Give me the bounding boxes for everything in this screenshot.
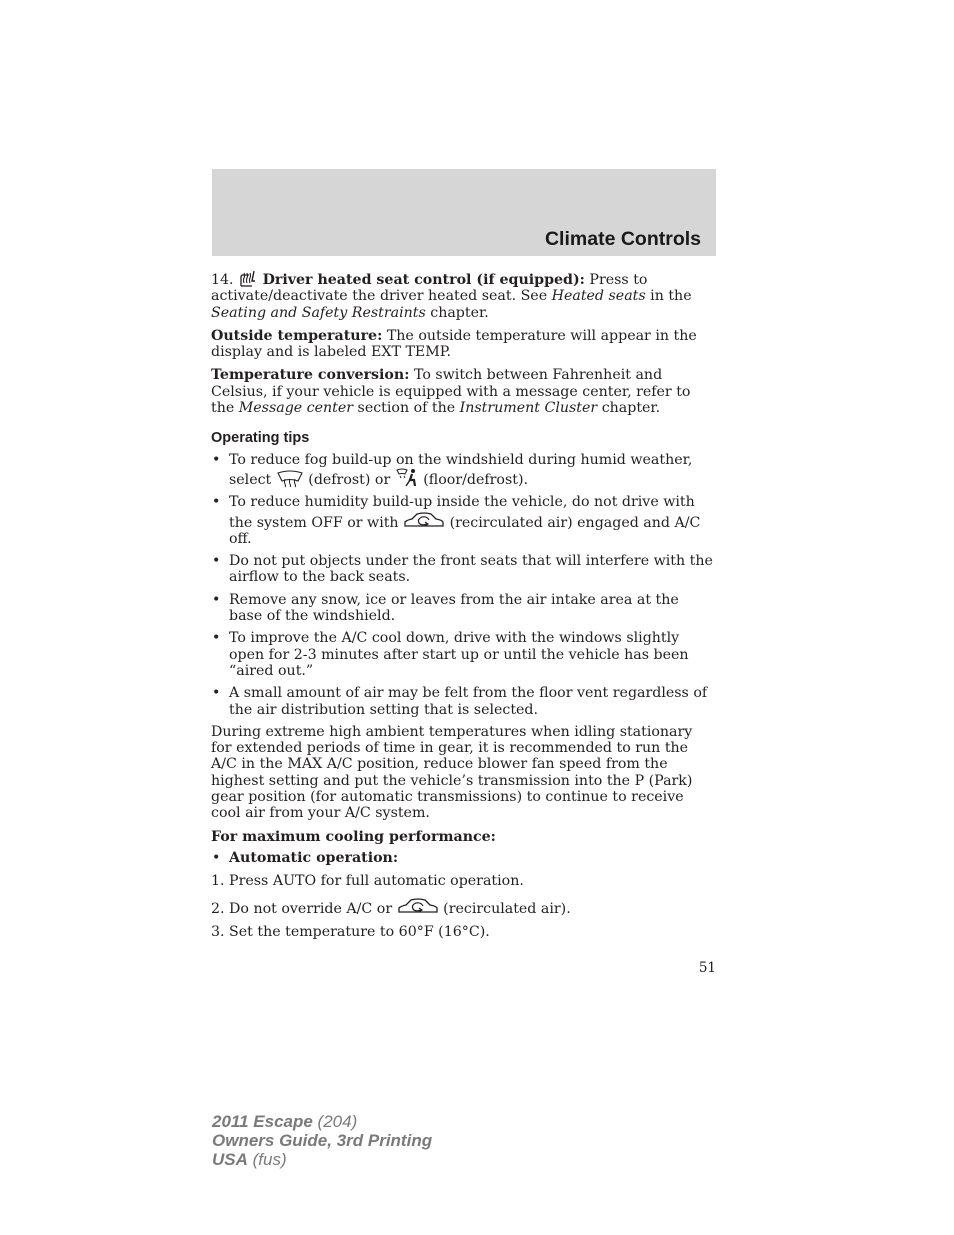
outside-temperature-paragraph: Outside temperature: The outside temperature will appear in the display and is labeled EXT TEMP.	[211, 327, 697, 361]
footer-line-2: Owners Guide, 3rd Printing	[212, 1131, 433, 1150]
list-item: • To reduce fog build-up on the windshield during humid weather, select (defrost) or (floor/defrost).	[212, 451, 693, 488]
footer-line-1: 2011 Escape (204)	[212, 1112, 358, 1131]
item-14-paragraph: 14. Driver heated seat control (if equipped): Press to activate/deactivate the driver heated seat. See Heated seats in the Seating and Safety Restraints chapter.	[211, 268, 716, 321]
footer-line-3: USA (fus)	[212, 1150, 287, 1169]
chapter-title: Climate Controls	[544, 228, 701, 250]
defrost-icon	[276, 470, 304, 488]
list-item: • To improve the A/C cool down, drive with the windows slightly open for 2-3 minutes after start up or until the vehicle has been “aired out.”	[212, 630, 689, 679]
recirculated-air-icon	[397, 897, 439, 917]
extreme-temperature-paragraph: During extreme high ambient temperatures when idling stationary for extended periods of time in gear, it is recommended to run the A/C in the MAX A/C position, reduce blower fan speed from the highest setting and put the vehicle’s transmission into the P (Park) gear position (for automatic transmissions) to continue to receive cool air from your A/C system.	[211, 723, 693, 822]
cooling-step-1: 1. Press AUTO for full automatic operation.	[211, 873, 524, 890]
temperature-conversion-paragraph: Temperature conversion: To switch between Fahrenheit and Celsius, if your vehicle is equipped with a message center, refer to the Message center section of the Instrument Cluster chapter.	[211, 367, 691, 417]
document-footer	[212, 1112, 432, 1169]
cooling-step-2: 2. Do not override A/C or (recirculated air).	[211, 897, 716, 917]
recirculated-air-icon	[403, 511, 445, 531]
cooling-step-3: 3. Set the temperature to 60°F (16°C).	[211, 923, 490, 940]
chapter-header-bar	[212, 169, 716, 256]
automatic-operation-item: • Automatic operation:	[212, 849, 399, 866]
page-number: 51	[698, 960, 716, 976]
floor-defrost-icon	[395, 468, 419, 488]
operating-tips-heading: Operating tips	[211, 430, 310, 447]
page-content	[211, 268, 716, 947]
list-item: • A small amount of air may be felt from the floor vent regardless of the air distribution setting that is selected.	[212, 685, 708, 718]
list-item: • Do not put objects under the front seats that will interfere with the airflow to the back seats.	[212, 553, 713, 586]
list-item: • To reduce humidity build-up inside the vehicle, do not drive with the system OFF or with (recirculated air) engaged and A/C off.	[212, 494, 701, 547]
heated-seat-icon	[238, 268, 258, 288]
list-item: • Remove any snow, ice or leaves from the air intake area at the base of the windshield.	[212, 591, 679, 625]
max-cooling-heading: For maximum cooling performance:	[211, 828, 496, 845]
